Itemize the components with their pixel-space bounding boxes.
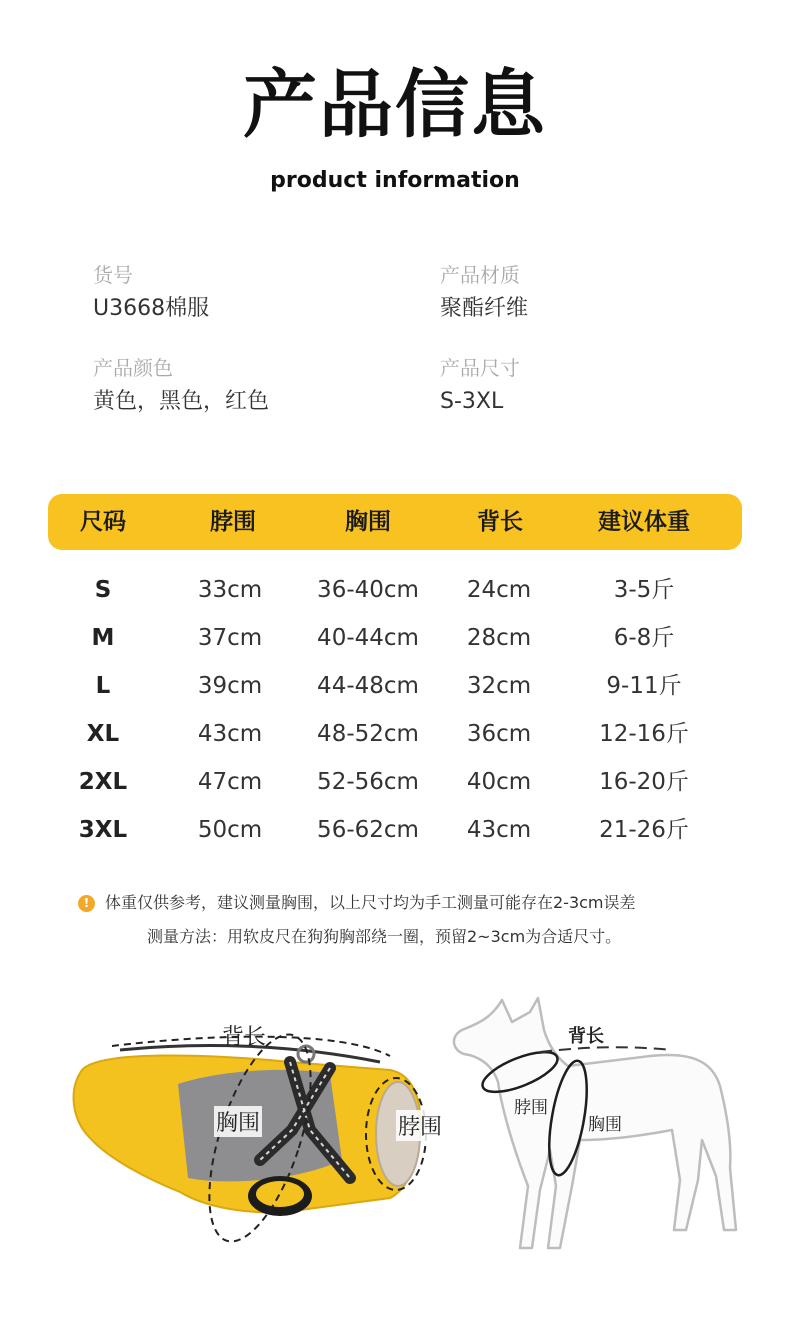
table-cell: 47cm — [197, 769, 263, 795]
disclaimer-text: 体重仅供参考，建议测量胸围，以上尺寸均为手工测量可能存在2-3cm误差 — [105, 893, 636, 912]
table-cell: 52-56cm — [317, 769, 419, 795]
table-cell: 36cm — [466, 721, 532, 747]
info-label: 货号 — [93, 263, 133, 287]
table-cell: 21-26斤 — [599, 817, 689, 843]
table-cell: 12-16斤 — [599, 721, 689, 747]
info-label: 产品尺寸 — [440, 356, 520, 380]
table-cell: 48-52cm — [317, 721, 419, 747]
info-item-material — [440, 261, 528, 325]
table-cell: S — [94, 577, 112, 603]
table-cell: 36-40cm — [317, 577, 419, 603]
coat-illustration — [60, 1010, 460, 1260]
dog-illustration — [440, 990, 760, 1260]
table-row — [0, 666, 790, 706]
coat-back-length-label: 背长 — [222, 1025, 267, 1050]
table-cell: 16-20斤 — [599, 769, 689, 795]
info-value: 黄色，黑色，红色 — [93, 389, 270, 414]
info-label: 产品颜色 — [93, 356, 173, 380]
page-title: 产品信息 — [243, 62, 547, 148]
table-cell: 2XL — [78, 769, 128, 795]
coat-chest-label: 胸围 — [214, 1106, 262, 1137]
table-cell: 28cm — [466, 625, 532, 651]
info-item-size — [440, 354, 520, 418]
table-cell: 3XL — [78, 817, 128, 843]
table-cell: 33cm — [197, 577, 263, 603]
column-header-chest: 胸围 — [345, 509, 391, 535]
table-cell: L — [95, 673, 111, 699]
info-value: U3668棉服 — [93, 296, 210, 321]
table-cell: 50cm — [197, 817, 263, 843]
table-row — [0, 618, 790, 658]
table-cell: 56-62cm — [317, 817, 419, 843]
column-header-weight: 建议体重 — [598, 509, 690, 535]
table-cell: 32cm — [466, 673, 532, 699]
info-item-color — [93, 354, 269, 418]
table-row — [0, 714, 790, 754]
table-cell: 43cm — [197, 721, 263, 747]
info-label: 产品材质 — [440, 263, 520, 287]
dog-neck-label: 脖围 — [514, 1098, 548, 1118]
table-cell: 40cm — [466, 769, 532, 795]
disclaimer-note — [0, 891, 790, 915]
dog-back-length-label: 背长 — [568, 1026, 604, 1047]
measure-method-note — [0, 925, 790, 949]
table-cell: 3-5斤 — [613, 577, 675, 603]
table-cell: 39cm — [197, 673, 263, 699]
column-header-size: 尺码 — [80, 509, 126, 535]
table-cell: M — [91, 625, 115, 651]
info-item-sku — [93, 261, 209, 325]
size-table-header — [48, 494, 742, 550]
table-row — [0, 762, 790, 802]
table-cell: 44-48cm — [317, 673, 419, 699]
coat-neck-label: 脖围 — [396, 1110, 444, 1141]
table-row — [0, 810, 790, 850]
info-value: S-3XL — [440, 389, 504, 414]
table-cell: 9-11斤 — [606, 673, 682, 699]
table-row — [0, 570, 790, 610]
table-cell: 43cm — [466, 817, 532, 843]
dog-chest-label: 胸围 — [588, 1115, 622, 1135]
table-cell: 6-8斤 — [613, 625, 675, 651]
measure-method-text: 测量方法：用软皮尺在狗狗胸部绕一圈，预留2~3cm为合适尺寸。 — [147, 927, 622, 946]
table-cell: 24cm — [466, 577, 532, 603]
warning-icon: ! — [78, 895, 95, 912]
table-cell: XL — [86, 721, 120, 747]
page-subtitle: product information — [270, 168, 520, 193]
column-header-neck: 脖围 — [210, 509, 256, 535]
table-cell: 37cm — [197, 625, 263, 651]
table-cell: 40-44cm — [317, 625, 419, 651]
info-value: 聚酯纤维 — [440, 296, 529, 321]
column-header-back: 背长 — [477, 509, 523, 535]
